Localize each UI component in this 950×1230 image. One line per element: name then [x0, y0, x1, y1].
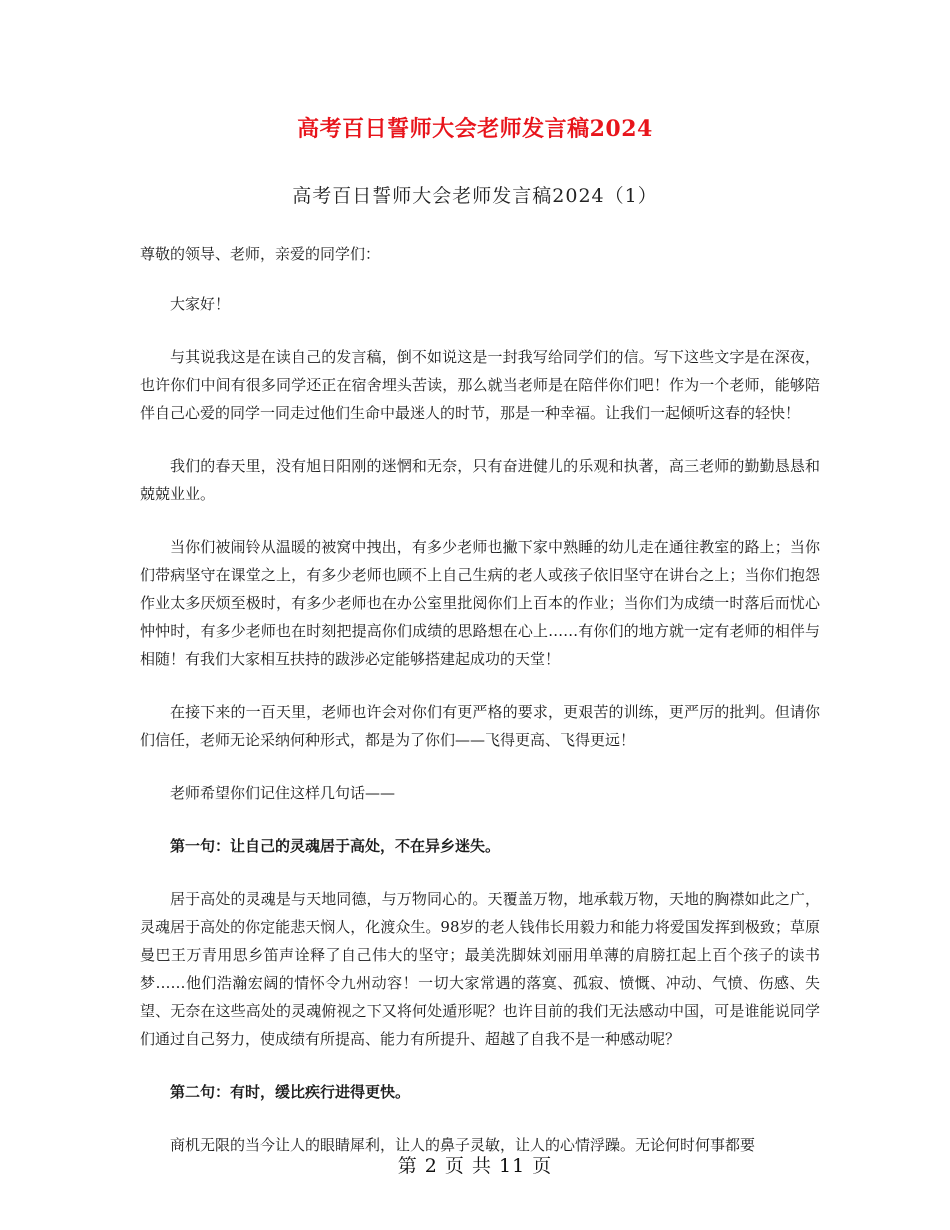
document-title: 高考百日誓师大会老师发言稿2024	[297, 116, 653, 142]
salutation: 尊敬的领导、老师，亲爱的同学们：	[140, 245, 381, 263]
paragraph: 当你们被闹铃从温暖的被窝中拽出，有多少老师也撇下家中熟睡的幼儿走在通往教室的路上；当你们带病坚守在课堂之上，有多少老师也顾不上自己生病的老人或孩子依旧坚守在讲台之上；当你们抱怨作业太多厌烦至极时，有多少老师也在办公室里批阅你们上百本的作业；当你们为成绩一时落后而忧心忡忡时，有多少老师也在时刻把提高你们成绩的思路想在心上……有你们的地方就一定有老师的相伴与相随！有我们大家相互扶持的跋涉必定能够搭建起成功的天堂！	[140, 538, 820, 668]
paragraph: 与其说我这是在读自己的发言稿，倒不如说这是一封我写给同学们的信。写下这些文字是在深夜，也许你们中间有很多同学还正在宿舍埋头苦读，那么就当老师是在陪伴你们吧！作为一个老师，能够陪伴自己心爱的同学一同走过他们生命中最迷人的时节，那是一种幸福。让我们一起倾听这春的轻快！	[140, 348, 820, 422]
paragraph: 我们的春天里，没有旭日阳刚的迷惘和无奈，只有奋进健儿的乐观和执著，高三老师的勤勤恳恳和兢兢业业。	[140, 457, 820, 503]
page-number: 第 2 页 共 11 页	[397, 1155, 553, 1177]
document-body	[140, 240, 820, 1184]
document-subtitle: 高考百日誓师大会老师发言稿2024（1）	[292, 185, 658, 207]
paragraph: 在接下来的一百天里，老师也许会对你们有更严格的要求，更艰苦的训练，更严厉的批判。但请你们信任，老师无论采纳何种形式，都是为了你们——飞得更高、飞得更远！	[140, 703, 820, 749]
section-heading-1: 第一句：让自己的灵魂居于高处，不在异乡迷失。	[170, 837, 501, 855]
paragraph-greeting: 大家好！	[170, 295, 231, 313]
paragraph: 老师希望你们记住这样几句话——	[170, 784, 396, 802]
section-heading-2: 第二句：有时，缓比疾行进得更快。	[170, 1083, 411, 1101]
paragraph: 商机无限的当今让人的眼睛犀利，让人的鼻子灵敏，让人的心情浮躁。无论何时何事都要	[170, 1136, 756, 1154]
paragraph: 居于高处的灵魂是与天地同德，与万物同心的。天覆盖万物，地承载万物，天地的胸襟如此之广，灵魂居于高处的你定能悲天悯人，化渡众生。98岁的老人钱伟长用毅力和能力将爱国发挥到极致；草原曼巴王万青用思乡笛声诠释了自己伟大的坚守；最美洗脚妹刘丽用单薄的肩膀扛起上百个孩子的读书梦……他们浩瀚宏阔的情怀令九州动容！一切大家常遇的落寞、孤寂、愤慨、冲动、气愤、伤感、失望、无奈在这些高处的灵魂俯视之下又将何处遁形呢？也许目前的我们无法感动中国，可是谁能说同学们通过自己努力，使成绩有所提高、能力有所提升、超越了自我不是一种感动呢？	[140, 890, 820, 1048]
